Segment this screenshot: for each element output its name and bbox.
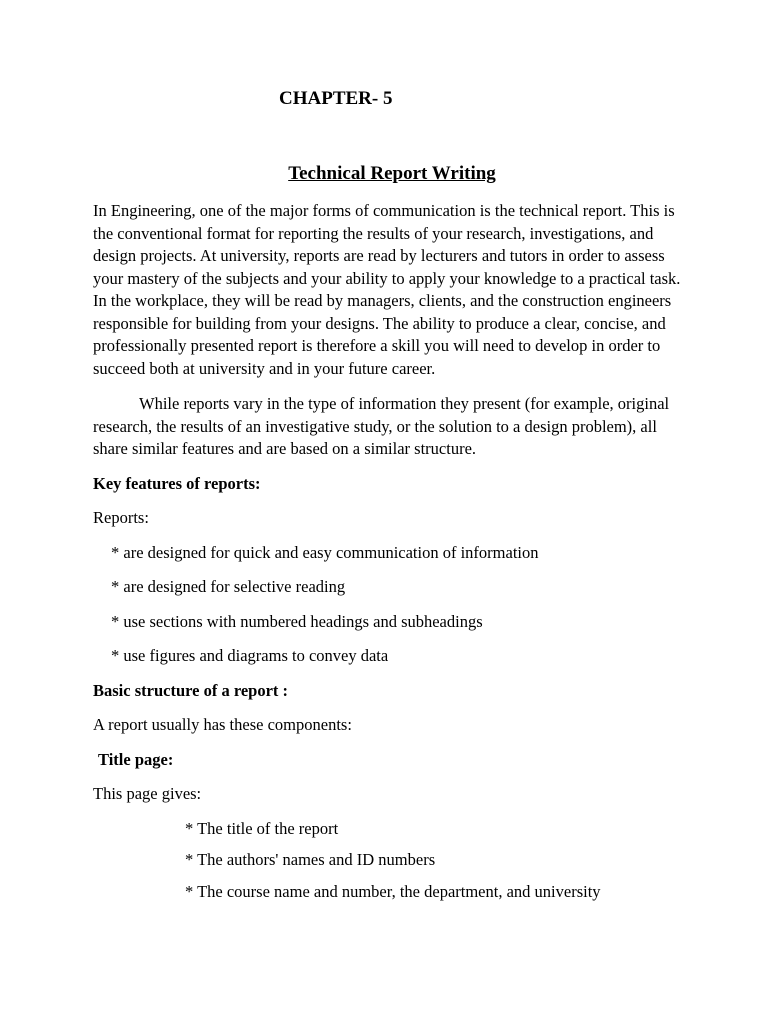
reports-intro: Reports: bbox=[93, 508, 149, 527]
feature-item: * use sections with numbered headings and subheadings bbox=[111, 611, 483, 631]
second-paragraph: While reports vary in the type of information they present (for example, original research, the results of an investigative study, or the solution to a design problem), all share similar features and are based on a similar structure. bbox=[93, 394, 670, 458]
title-page-item: * The course name and number, the department, and university bbox=[185, 881, 601, 901]
chapter-heading: CHAPTER- 5 bbox=[279, 88, 393, 109]
document-body bbox=[93, 200, 683, 912]
feature-item: * use figures and diagrams to convey data bbox=[111, 646, 389, 665]
feature-item: * are designed for selective reading bbox=[111, 577, 346, 596]
title-page-intro: This page gives: bbox=[93, 784, 202, 803]
title-page-item: * The title of the report bbox=[185, 818, 339, 838]
structure-intro: A report usually has these components: bbox=[93, 715, 352, 734]
title-page-heading: Title page: bbox=[98, 749, 174, 769]
structure-heading: Basic structure of a report : bbox=[93, 680, 289, 700]
intro-paragraph: In Engineering, one of the major forms of communication is the technical report. This is the conventional format for reporting the results of your research, investigations, and design projects. At university, reports are read by lecturers and tutors in order to assess your mastery of the subjects and your ability to apply your knowledge to a practical task. In the workplace, they will be read by managers, clients, and the construction engineers responsible for building from your designs. The ability to produce a clear, concise, and professionally presented report is therefore a skill you will need to develop in order to succeed both at university and in your future career. bbox=[93, 201, 681, 378]
report-title: Technical Report Writing bbox=[288, 163, 496, 184]
feature-item: * are designed for quick and easy communication of information bbox=[111, 542, 539, 562]
title-page-item: * The authors' names and ID numbers bbox=[185, 850, 436, 869]
key-features-heading: Key features of reports: bbox=[93, 473, 261, 493]
